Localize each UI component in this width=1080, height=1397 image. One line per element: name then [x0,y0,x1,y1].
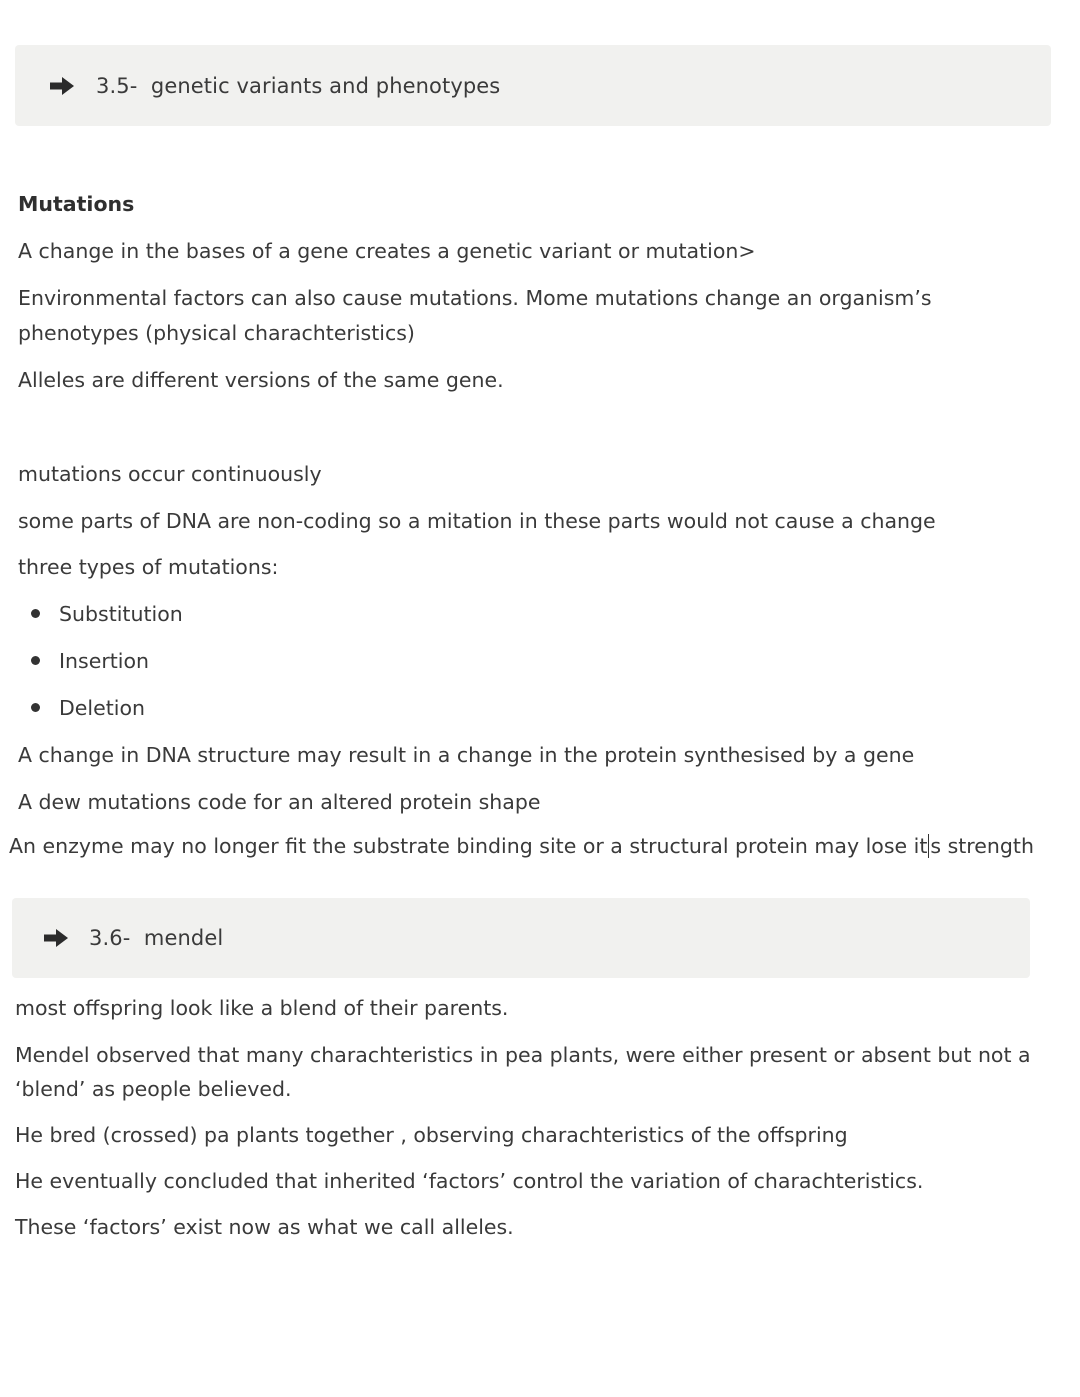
paragraph: Environmental factors can also cause mutations. Mome mutations change an organism’s [18,286,932,310]
arrow-right-icon [48,74,76,98]
paragraph: A dew mutations code for an altered protein shape [18,790,541,814]
paragraph: phenotypes (physical charachteristics) [18,321,415,345]
paragraph: some parts of DNA are non-coding so a mitation in these parts would not cause a change [18,509,936,533]
paragraph: These ‘factors’ exist now as what we call alleles. [15,1215,514,1239]
section-title: 3.5- genetic variants and phenotypes [96,73,501,98]
section-title: 3.6- mendel [89,926,224,950]
paragraph: He eventually concluded that inherited ‘factors’ control the variation of charachteristics. [15,1169,924,1193]
paragraph: ‘blend’ as people believed. [15,1077,292,1101]
bullet-dot-icon [31,656,40,665]
paragraph-with-cursor[interactable] [9,829,1034,863]
paragraph: Mendel observed that many charachteristics in pea plants, were either present or absent but not a [15,1043,1031,1067]
section-callout-3-6[interactable] [12,898,1030,978]
bullet-dot-icon [31,703,40,712]
paragraph: most offspring look like a blend of their parents. [15,996,509,1020]
paragraph-text-before-cursor: An enzyme may no longer fit the substrate binding site or a structural protein may lose it [9,834,928,858]
list-item: Deletion [59,696,145,720]
list-item: Insertion [59,649,150,673]
list-item: Substitution [59,602,183,626]
section-callout-3-5[interactable] [15,45,1051,126]
paragraph: A change in DNA structure may result in a change in the protein synthesised by a gene [18,743,915,767]
paragraph: A change in the bases of a gene creates a genetic variant or mutation> [18,239,756,263]
mutations-heading: Mutations [18,192,135,216]
paragraph-text-after-cursor: s strength [930,834,1034,858]
paragraph: Alleles are different versions of the same gene. [18,368,504,392]
paragraph: mutations occur continuously [18,462,322,486]
bullet-dot-icon [31,609,40,618]
paragraph: He bred (crossed) pa plants together , observing charachteristics of the offspring [15,1123,848,1147]
paragraph: three types of mutations: [18,555,279,579]
arrow-right-icon [42,926,70,950]
